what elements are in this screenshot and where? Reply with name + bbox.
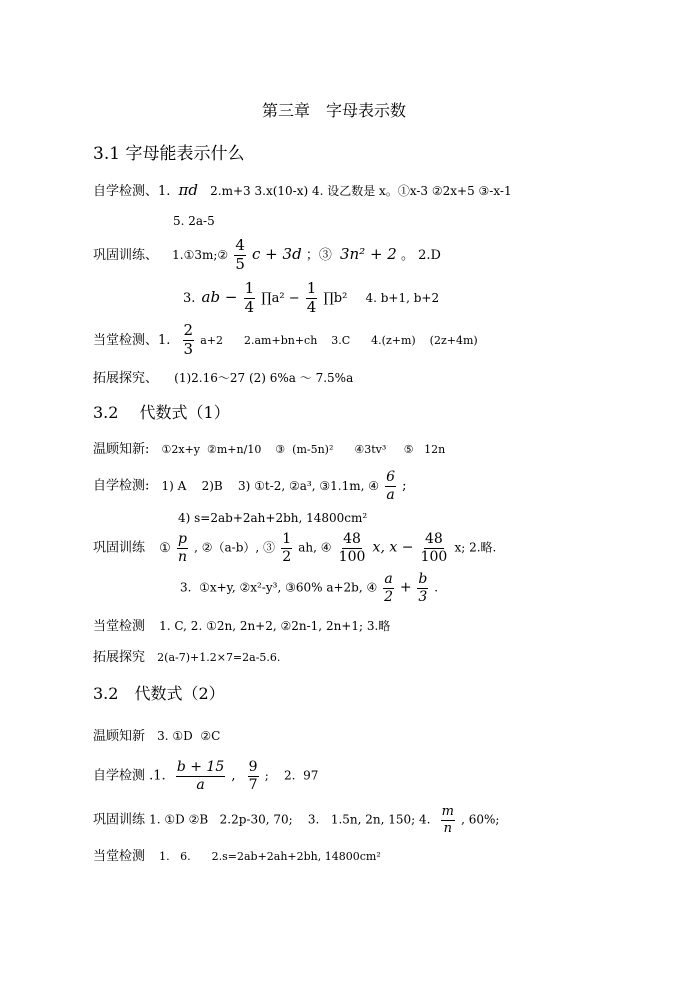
- label: 温顾知新: [93, 729, 146, 744]
- tuozhan-line-3-2-1: [93, 651, 280, 664]
- answer-text: a+2 2.am+bn+ch 3.C 4.(z+m) (2z+4m): [200, 333, 478, 347]
- fraction: $\frac{p}{n}$: [177, 531, 187, 565]
- dangtang-line-3-1: [93, 323, 478, 358]
- gonggu-line-3-1-row2: [183, 281, 439, 316]
- answer-text: ①2x+y ②m+n/10 ③ (m-5n)² ④3tv³ ⑤ 12n: [161, 443, 446, 456]
- gonggu-line-3-2-1-row2: [180, 572, 438, 604]
- zixue-line-3-1: [93, 183, 512, 198]
- wengu-line-3-2-2: [93, 730, 220, 743]
- answer-text: 1. ①D ②B 2.2p-30, 70; 3. 1.5n, 2n, 150; 4.: [149, 812, 431, 827]
- fraction: $\frac{1}{4}$: [244, 279, 255, 316]
- gonggu-line-3-1: [93, 238, 441, 273]
- text-4: x, x −: [372, 539, 414, 556]
- end: .: [434, 580, 439, 595]
- answer-end: 。 2.D: [400, 247, 441, 263]
- label: 自学检测、1.: [93, 184, 171, 199]
- fraction: $\frac{1}{4}$: [306, 279, 317, 316]
- end: ;: [402, 478, 407, 494]
- zixue-line-3-2-2: [93, 760, 318, 792]
- label: 拓展探究、: [93, 371, 159, 386]
- label: 自学检测 .1.: [93, 768, 166, 784]
- fraction: $\frac{a}{2}$: [384, 571, 393, 605]
- dangtang-line-3-2-1: [93, 620, 390, 633]
- comma: ,: [231, 768, 236, 784]
- expr-2: 3n² + 2: [339, 244, 397, 263]
- fraction: $\frac{b}{3}$: [418, 571, 428, 605]
- zixue-line-3-2-1: [93, 470, 407, 502]
- text-5: x; 2.略.: [454, 540, 497, 555]
- label: 巩固训练: [93, 812, 146, 828]
- zixue-line-3-2-1-item4: 4) s=2ab+2ah+2bh, 14800cm²: [178, 511, 368, 525]
- fraction: $\frac{1}{2}$: [282, 531, 292, 565]
- text-2: , ②（a-b）, ③: [194, 540, 276, 555]
- answer-4: 4. b+1, b+2: [365, 290, 440, 305]
- fraction: $\frac{4}{5}$: [235, 236, 245, 273]
- chapter-title: 第三章 字母表示数: [262, 101, 407, 120]
- fraction: $\frac{48}{100}$: [338, 531, 366, 565]
- answer-text: 2.m+3 3.x(10-x) 4. 设乙数是 x。①x-3 ②2x+5 ③-x-1: [210, 184, 512, 198]
- label: 自学检测:: [93, 478, 150, 494]
- answer-text: 3. ①D ②C: [157, 729, 221, 743]
- label: 巩固训练: [93, 540, 146, 556]
- sep: ；③: [305, 247, 332, 263]
- section-heading-3-2-2: 3.2 代数式（2）: [93, 684, 225, 703]
- fraction: $\frac{6}{a}$: [386, 469, 396, 503]
- expr: c + 3d: [252, 244, 302, 263]
- fraction: $\frac{9}{7}$: [248, 759, 258, 793]
- zixue-line-3-1-item5: 5. 2a-5: [173, 214, 215, 228]
- label-3: 3.: [183, 290, 196, 306]
- label: 温顾知新:: [93, 442, 150, 457]
- dangtang-line-3-2-2: [93, 850, 381, 863]
- fraction: $\frac{b + 15}{a}$: [176, 759, 225, 793]
- answer-text: 1) A 2)B 3) ①t-2, ②a³, ③1.1m, ④: [161, 478, 379, 493]
- label: 巩固训练、: [93, 247, 159, 263]
- expr-ab: ab −: [201, 287, 238, 306]
- gonggu-line-3-2-1: [93, 532, 496, 564]
- expr-pi-b: ∏b²: [323, 290, 348, 306]
- answer-pi-d: πd: [178, 181, 199, 199]
- section-heading-3-1: 3.1 字母能表示什么: [93, 144, 245, 164]
- fraction: $\frac{48}{100}$: [420, 531, 448, 565]
- answer-text: 2(a-7)+1.2×7=2a-5.6.: [157, 651, 281, 664]
- tuozhan-line-3-1: [93, 372, 353, 385]
- circle-1: ①: [159, 540, 171, 556]
- label: 拓展探究: [93, 650, 146, 665]
- label: 当堂检测、1.: [93, 332, 171, 348]
- text: 3. ①x+y, ②x²-y³, ③60% a+2b, ④: [180, 580, 378, 595]
- wengu-line-3-2-1: [93, 443, 445, 456]
- gonggu-line-3-2-2: [93, 805, 499, 835]
- answer-end: , 60%;: [461, 812, 500, 827]
- label: 当堂检测: [93, 619, 146, 634]
- plus: +: [399, 579, 412, 596]
- fraction: $\frac{m}{n}$: [441, 804, 454, 836]
- fraction: $\frac{2}{3}$: [183, 321, 194, 358]
- expr-pi-a: ∏a² −: [261, 290, 300, 306]
- text-3: ah, ④: [298, 540, 332, 555]
- label: 当堂检测: [93, 849, 146, 864]
- answer-text: 1. 6. 2.s=2ab+2ah+2bh, 14800cm²: [159, 850, 381, 863]
- answer-text: (1)2.16～27 (2) 6%a ～ 7.5%a: [174, 371, 354, 385]
- section-heading-3-2-1: 3.2 代数式（1）: [93, 403, 230, 422]
- answer-text: ; 2. 97: [264, 768, 319, 783]
- answer-text: 1. C, 2. ①2n, 2n+2, ②2n-1, 2n+1; 3.略: [159, 619, 391, 633]
- answer-1: 1.①3m;②: [172, 247, 229, 262]
